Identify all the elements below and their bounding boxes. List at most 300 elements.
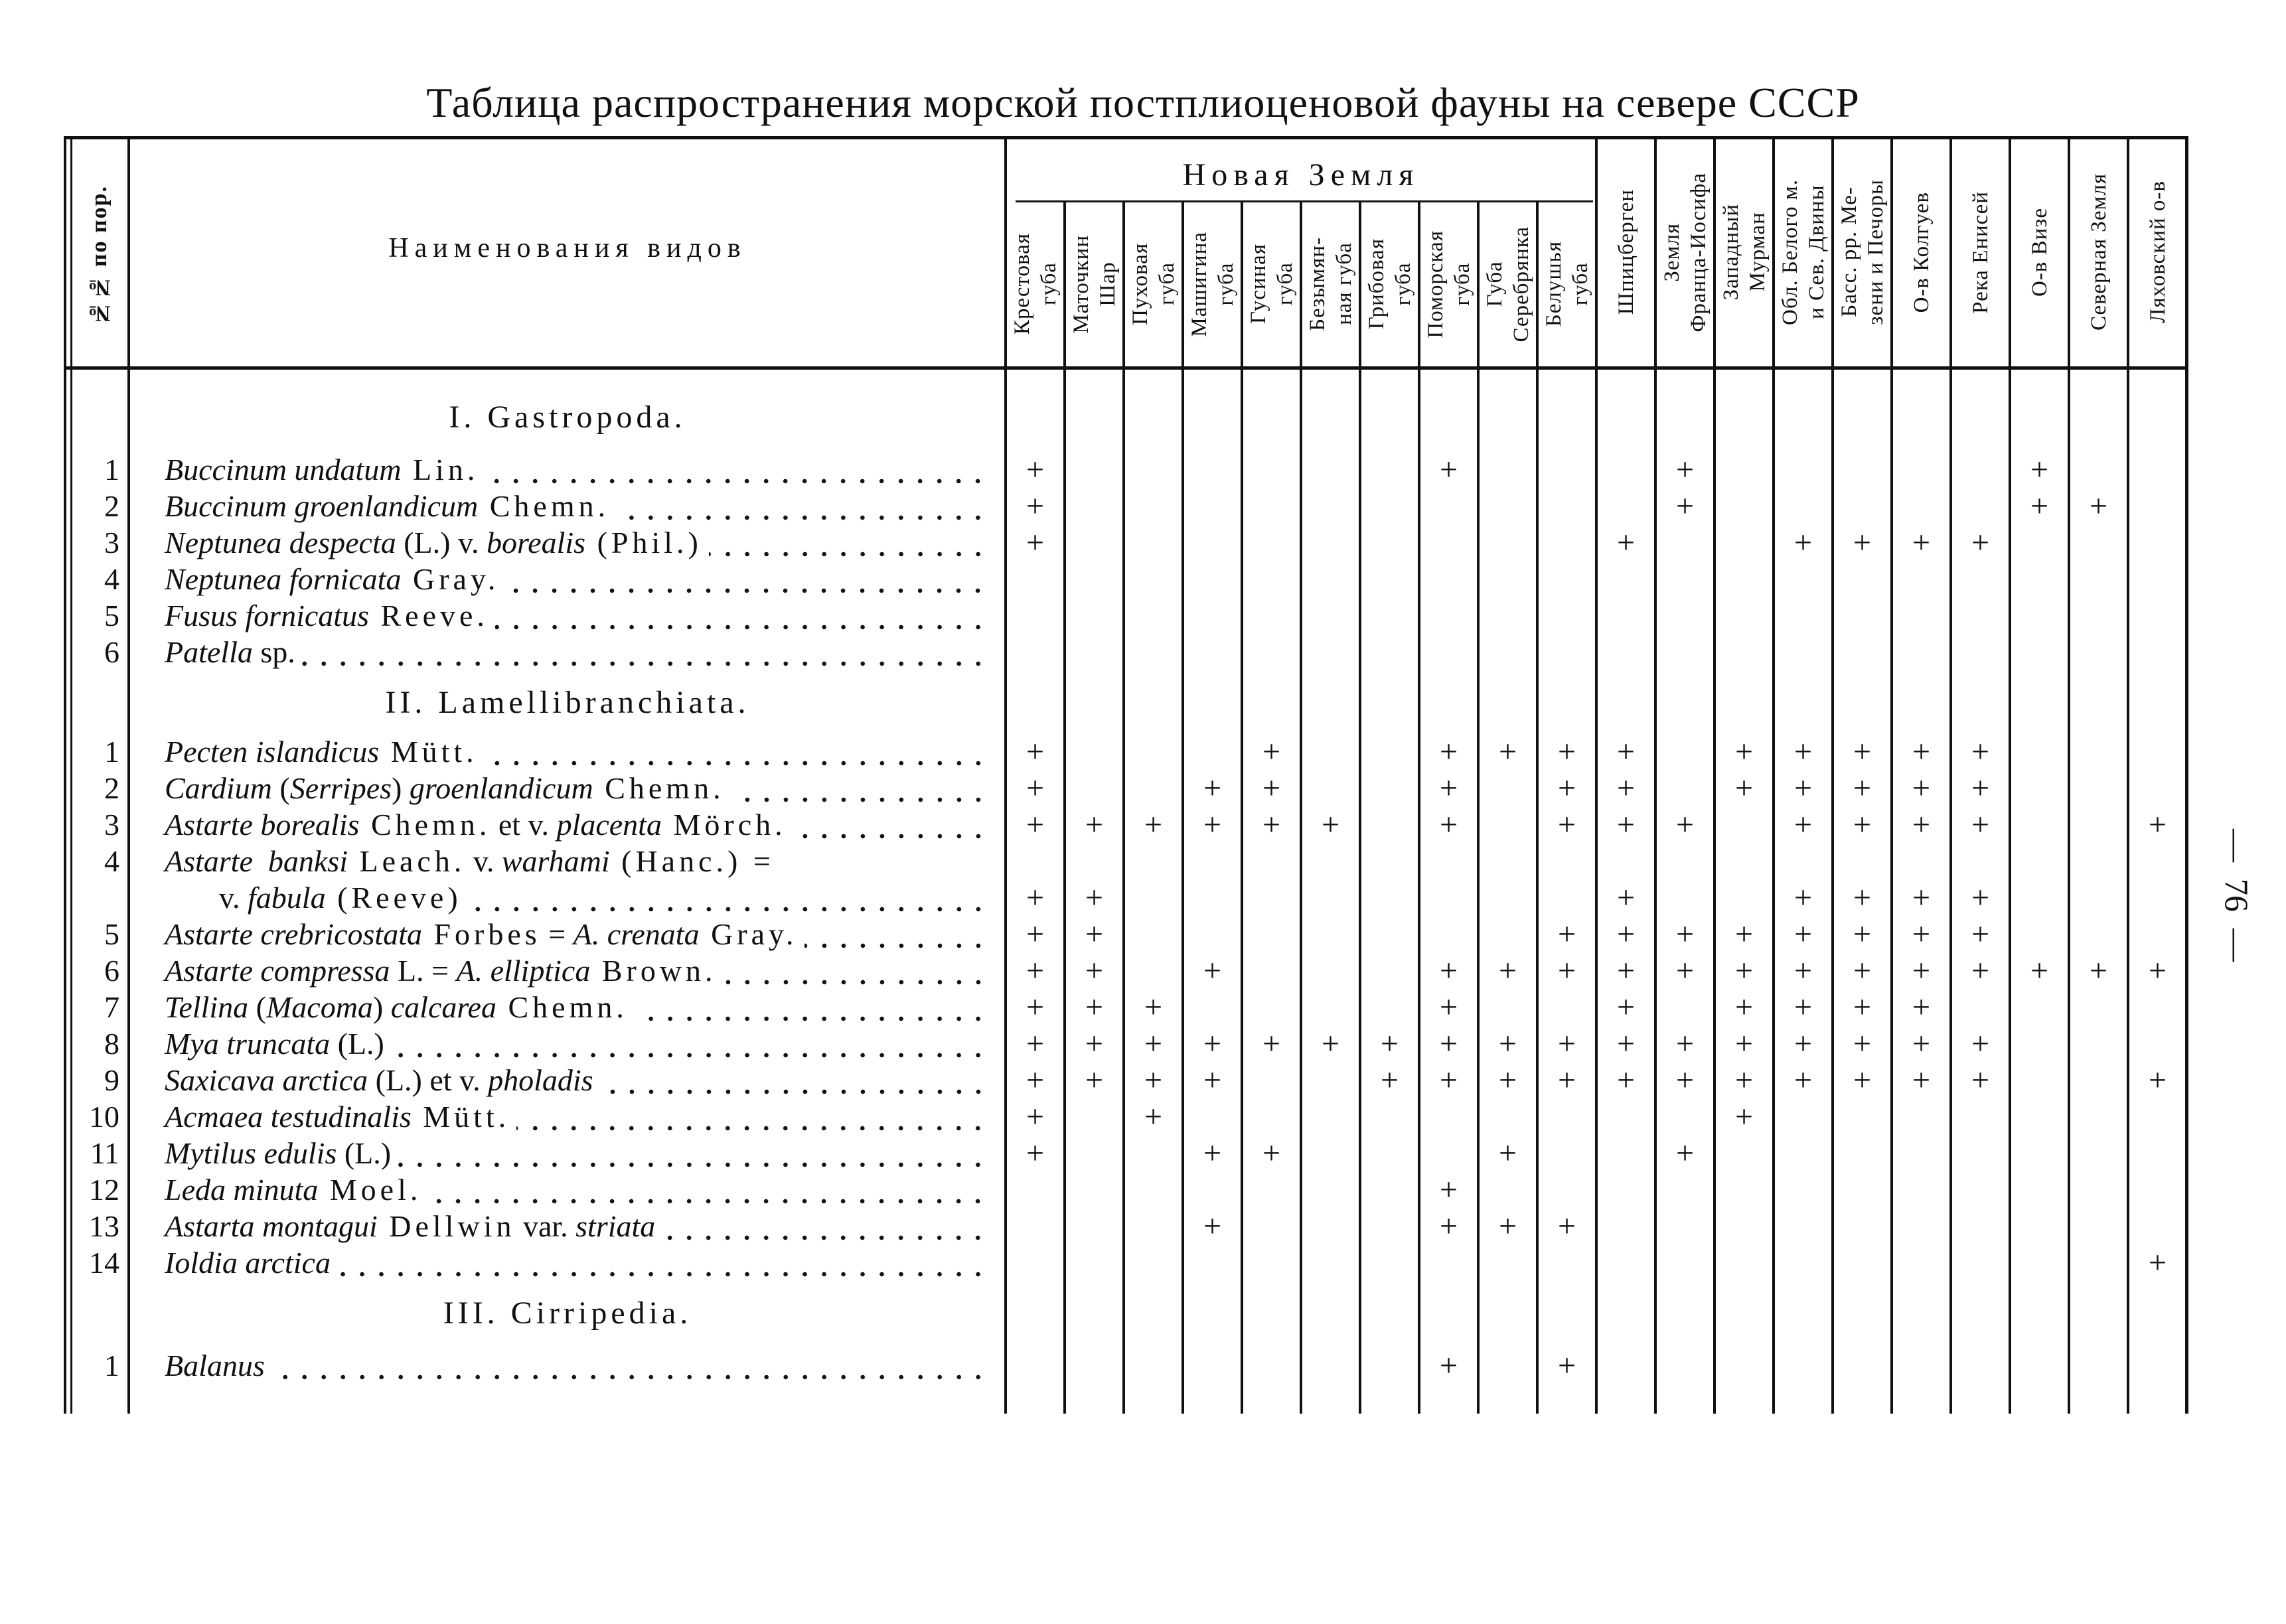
presence-mark: + [1380,1026,1399,1061]
presence-mark: + [1144,1099,1163,1134]
author-text: sp. [252,635,295,669]
presence-mark: + [1439,771,1458,806]
presence-mark: + [1085,1063,1104,1098]
presence-mark: + [1085,880,1104,915]
presence-mark: + [1498,1209,1517,1244]
presence-mark: + [1144,990,1163,1025]
column-header-label: Земля Франца-Иосифа [1659,172,1711,332]
presence-mark: + [1026,488,1045,524]
species-name-italic: calcarea [390,990,496,1024]
presence-mark: + [1912,771,1931,806]
presence-mark: + [1262,771,1281,806]
presence-mark: + [1439,1026,1458,1061]
presence-mark: + [1557,771,1576,806]
table-left-border [64,136,66,1414]
row-number: 3 [104,526,119,559]
name-column-header: Наименования видов [388,233,747,263]
presence-mark: + [1793,880,1813,915]
column-header-label: Гусиная губа [1246,244,1297,325]
presence-mark: + [2030,953,2049,988]
group-underline [1016,200,1593,202]
presence-mark: + [1853,1026,1872,1061]
presence-mark: + [1971,880,1990,915]
presence-mark: + [1793,734,1813,769]
presence-mark: + [1262,734,1281,769]
author-text: Chemn. [478,489,610,523]
row-number: 8 [104,1027,119,1061]
species-name-italic: Buccinum undatum [165,453,402,486]
presence-mark: + [1912,734,1931,769]
presence-mark: + [1321,1026,1340,1061]
author-text: Forbes [421,917,541,951]
row-number: 5 [104,917,119,951]
presence-mark: + [1971,917,1990,952]
row-number: 2 [104,771,119,805]
presence-mark: + [1085,953,1104,988]
species-name-italic: Pecten islandicus [165,735,380,769]
presence-mark: + [1734,771,1754,806]
column-header-label: Грибовая губа [1364,238,1415,330]
row-number: 7 [104,990,119,1024]
presence-mark: + [1793,990,1813,1025]
presence-mark: + [1616,525,1636,560]
row-number: 1 [104,453,119,486]
species-name-italic: Serripes [289,771,392,805]
dot-leader [302,634,988,670]
presence-mark: + [1734,990,1754,1025]
column-header-label: Западный Мурман [1718,204,1770,301]
species-row [165,1208,988,1244]
dot-leader [724,952,988,989]
author-text: Moel. [318,1173,422,1207]
species-name-italic: Tellina [165,990,249,1024]
presence-mark: + [1498,1063,1517,1098]
dot-leader [485,733,988,770]
column-header-label: Машигина губа [1187,231,1238,337]
dot-leader [428,1171,988,1208]
row-number: 1 [104,735,119,769]
column-header-label: Река Енисей [1968,190,1993,314]
presence-mark: + [1026,917,1045,952]
presence-mark: + [1971,807,1990,842]
species-name-italic: fabula [248,881,326,915]
dot-leader [662,1208,988,1244]
presence-mark: + [1793,1063,1813,1098]
species-name-italic: A. crenata [573,917,700,951]
dot-leader [709,524,988,561]
author-text: Mütt. [379,735,478,769]
dot-leader [506,561,988,597]
presence-mark: + [1557,1026,1576,1061]
presence-mark: + [2148,807,2167,842]
presence-mark: + [1734,1063,1754,1098]
presence-mark: + [1734,1099,1754,1134]
row-number: 11 [90,1136,119,1170]
presence-mark: + [1912,880,1931,915]
presence-mark: + [1616,771,1636,806]
presence-mark: + [1616,917,1636,952]
presence-mark: + [2148,953,2167,988]
author-text: Dellwin [377,1209,516,1243]
presence-mark: + [1557,1348,1576,1383]
author-text: Brown. [590,954,717,988]
column-header [2010,141,2069,364]
author-text: Gray. [401,562,500,596]
species-row [165,770,988,806]
presence-mark: + [1026,771,1045,806]
presence-mark: + [1144,1063,1163,1098]
column-header [1419,204,1478,364]
presence-mark: + [1853,807,1872,842]
column-header-label: Обл. Белого м. и Сев. Двины [1778,179,1829,325]
presence-mark: + [1203,771,1222,806]
presence-mark: + [1734,1026,1754,1061]
author-text: ( [271,771,290,805]
species-name-italic: Fusus fornicatus [165,599,369,632]
table-title: Таблица распространения морской постплиоценовой фауны на севере СССР [426,79,1860,126]
author-text: L. = [390,954,457,988]
dot-leader [391,1025,988,1062]
column-header-label: Белушья губа [1541,241,1592,327]
section-title-label: I. Gastropoda. [449,400,686,435]
species-name-italic: Saxicava arctica [165,1063,368,1097]
species-name-italic: A. elliptica [456,954,591,988]
species-name-italic: Leda minuta [165,1173,319,1207]
presence-mark: + [1262,807,1281,842]
column-header [1183,204,1242,364]
presence-mark: + [1203,1136,1222,1171]
dot-leader [271,1347,988,1384]
column-header [1892,141,1951,364]
species-row [165,451,988,488]
presence-mark: + [1912,953,1931,988]
column-header [2069,141,2128,364]
presence-mark: + [1971,525,1990,560]
species-row [165,989,988,1025]
dot-leader [600,1062,988,1098]
species-row [165,634,988,670]
presence-mark: + [1557,953,1576,988]
presence-mark: + [1616,1026,1636,1061]
section-title-label: III. Cirripedia. [443,1295,692,1331]
row-number: 4 [104,562,119,596]
presence-mark: + [1853,953,1872,988]
author-text: (L.) v. [396,526,487,559]
column-header [1833,141,1892,364]
species-row [165,1098,988,1135]
presence-mark: + [1971,953,1990,988]
species-name-italic: Buccinum groenlandicum [165,489,479,523]
species-row [165,733,988,770]
presence-mark: + [1439,990,1458,1025]
row-number: 10 [89,1100,119,1134]
author-text: v. [465,844,502,878]
author-text: Chemn. [593,771,725,805]
species-name-italic: Astarte crebricostata [165,917,422,951]
column-header-label: Маточкин Шар [1069,234,1120,334]
presence-mark: + [1912,990,1931,1025]
presence-mark: + [1616,953,1636,988]
row-number: 13 [89,1209,119,1243]
presence-mark: + [1675,488,1695,524]
column-header [1124,204,1183,364]
column-header-label: Губа Серебрянка [1482,226,1533,342]
column-header-label: Северная Земля [2086,173,2111,331]
column-header [1596,141,1655,364]
species-row [165,561,988,597]
presence-mark: + [1616,880,1636,915]
presence-mark: + [1793,525,1813,560]
presence-mark: + [1498,1026,1517,1061]
species-name-italic: Neptunea despecta [165,526,396,559]
presence-mark: + [1912,917,1931,952]
presence-mark: + [1971,1026,1990,1061]
species-row [165,1135,988,1171]
species-name-italic: Mytilus edulis [165,1136,337,1170]
author-text: (L.) et v. [368,1063,489,1097]
column-header-label: Безымян- ная губа [1305,237,1356,331]
species-name-italic: warhami [501,844,610,878]
species-name-italic: Astarte banksi [165,844,348,878]
presence-mark: + [1675,1063,1695,1098]
species-name-italic: Cardium [165,771,272,805]
presence-mark: + [1203,1026,1222,1061]
author-text: ) [392,771,410,805]
species-name-italic: striata [575,1209,656,1243]
species-row-continuation [219,879,988,916]
row-number: 5 [104,599,119,632]
presence-mark: + [2089,488,2108,524]
column-header-label: Крестовая губа [1010,233,1061,335]
presence-mark: + [1321,807,1340,842]
species-name-italic: Acmaea testudinalis [165,1100,412,1134]
author-text: ) [372,990,391,1024]
presence-mark: + [1557,1063,1576,1098]
row-number: 2 [104,489,119,523]
presence-mark: + [1439,1172,1458,1207]
presence-mark: + [1616,990,1636,1025]
dot-leader [616,488,988,524]
author-text: (L.) [330,1027,384,1061]
presence-mark: + [2148,1245,2167,1280]
row-number: 14 [89,1246,119,1280]
author-text: et v. [491,808,557,842]
section-title-label: II. Lamellibranchiata. [385,685,750,720]
species-name-italic: Astarta montagui [165,1209,378,1243]
author-text: Mörch. [661,808,787,842]
presence-mark: + [1675,1136,1695,1171]
dot-leader [469,879,988,916]
presence-mark: + [1026,1099,1045,1134]
dot-leader [804,916,988,952]
species-name-italic: Neptunea fornicata [165,562,402,596]
species-row [165,952,988,989]
column-header [1065,204,1124,364]
presence-mark: + [1557,734,1576,769]
row-number: 1 [104,1349,119,1382]
presence-mark: + [1793,807,1813,842]
presence-mark: + [1439,734,1458,769]
dot-leader [516,1098,988,1135]
column-header [2128,141,2187,364]
presence-mark: + [1085,990,1104,1025]
author-text: = [540,917,573,951]
presence-mark: + [1439,452,1458,487]
presence-mark: + [1853,525,1872,560]
presence-mark: + [1912,1026,1931,1061]
presence-mark: + [1026,1136,1045,1171]
species-row [165,806,988,843]
species-row [165,1347,988,1384]
presence-mark: + [1085,1026,1104,1061]
presence-mark: + [1734,917,1754,952]
species-name-italic: Balanus [165,1349,265,1382]
presence-mark: + [1557,1209,1576,1244]
row-number: 4 [104,844,119,878]
presence-mark: + [1439,807,1458,842]
dot-leader [398,1135,988,1171]
species-name-italic: Astarte borealis [165,808,360,842]
presence-mark: + [1498,734,1517,769]
row-number: 9 [104,1063,119,1097]
presence-mark: + [1026,525,1045,560]
species-name-italic: Ioldia arctica [165,1246,331,1280]
section-title [129,684,1006,722]
presence-mark: + [1026,953,1045,988]
species-row [165,916,988,952]
presence-mark: + [1144,1026,1163,1061]
species-row [165,843,988,879]
presence-mark: + [1853,990,1872,1025]
section-title [129,1294,1006,1333]
species-row [165,488,988,524]
presence-mark: + [1793,953,1813,988]
column-header [1006,204,1065,364]
presence-mark: + [1793,1026,1813,1061]
author-text: Chemn. [496,990,628,1024]
presence-mark: + [1793,917,1813,952]
column-header-label: Басс. рр. Ме- зени и Печоры [1837,179,1888,325]
presence-mark: + [1675,953,1695,988]
presence-mark: + [1557,917,1576,952]
column-header [1537,204,1596,364]
presence-mark: + [1203,1209,1222,1244]
dot-leader [495,597,988,634]
presence-mark: + [1026,807,1045,842]
presence-mark: + [1912,1063,1931,1098]
presence-mark: + [1971,771,1990,806]
author-text: Mütt. [411,1100,510,1134]
number-column-header-label: №№ по пор. [87,185,112,326]
author-text: Chemn. [359,808,491,842]
column-header [1360,204,1419,364]
presence-mark: + [1675,917,1695,952]
presence-mark: + [1262,1136,1281,1171]
presence-mark: + [1498,1136,1517,1171]
presence-mark: + [1675,807,1695,842]
presence-mark: + [1144,807,1163,842]
presence-mark: + [1971,734,1990,769]
species-row [165,1171,988,1208]
author-text: Lin. [401,453,479,486]
presence-mark: + [1675,1026,1695,1061]
author-text: v. [219,881,248,915]
species-name-italic: Patella [165,635,253,669]
presence-mark: + [1203,953,1222,988]
column-header [1478,204,1537,364]
column-header [1774,141,1833,364]
column-header-label: Шпицберген [1614,189,1638,315]
presence-mark: + [1203,807,1222,842]
row-number: 3 [104,808,119,842]
presence-mark: + [1085,917,1104,952]
dot-leader [731,770,988,806]
table-top-border [65,136,2187,139]
author-text: (L.) [337,1136,392,1170]
presence-mark: + [1498,953,1517,988]
presence-mark: + [1912,525,1931,560]
dot-leader [793,806,988,843]
species-name-italic: borealis [486,526,586,559]
column-header-label: Поморская губа [1423,230,1474,338]
species-name-italic: placenta [556,808,662,842]
author-text: (Reeve) [325,881,462,915]
column-header [1951,141,2010,364]
species-row [165,1244,988,1281]
dot-leader [337,1244,988,1281]
presence-mark: + [1026,1063,1045,1098]
presence-mark: + [1085,807,1104,842]
novaya-zemlya-group-header: Новая Земля [1182,157,1420,192]
presence-mark: + [1026,734,1045,769]
species-row [165,1025,988,1062]
presence-mark: + [1734,953,1754,988]
presence-mark: + [1026,880,1045,915]
column-header [1714,141,1774,364]
presence-mark: + [1734,734,1754,769]
column-header [1301,204,1360,364]
author-text: Leach. [347,844,466,878]
author-text: Gray. [699,917,798,951]
author-text: ( [248,990,266,1024]
column-header-label: Ляховский о-в [2145,181,2170,324]
author-text: (Phil.) [585,526,702,559]
presence-mark: + [1853,771,1872,806]
species-name-italic: groenlandicum [409,771,593,805]
presence-mark: + [1439,1348,1458,1383]
row-number: 6 [104,635,119,669]
species-name-italic: Astarte compressa [165,954,390,988]
row-number: 12 [89,1173,119,1207]
presence-mark: + [1380,1063,1399,1098]
column-header-label: О-в Визе [2027,207,2052,297]
presence-mark: + [1616,734,1636,769]
author-text: var. [515,1209,576,1243]
species-name-italic: Mya truncata [165,1027,331,1061]
species-name-italic: Macoma [266,990,373,1024]
header-bottom-border [65,366,2187,370]
number-column-header [70,149,129,362]
presence-mark: + [1557,807,1576,842]
column-header-label: О-в Колгуев [1909,191,1934,313]
author-text: (Hanc.) = [609,844,775,878]
presence-mark: + [2089,953,2108,988]
presence-mark: + [1203,1063,1222,1098]
presence-mark: + [1026,452,1045,487]
dot-leader [635,989,988,1025]
section-title [129,398,1006,437]
column-header [1242,204,1301,364]
